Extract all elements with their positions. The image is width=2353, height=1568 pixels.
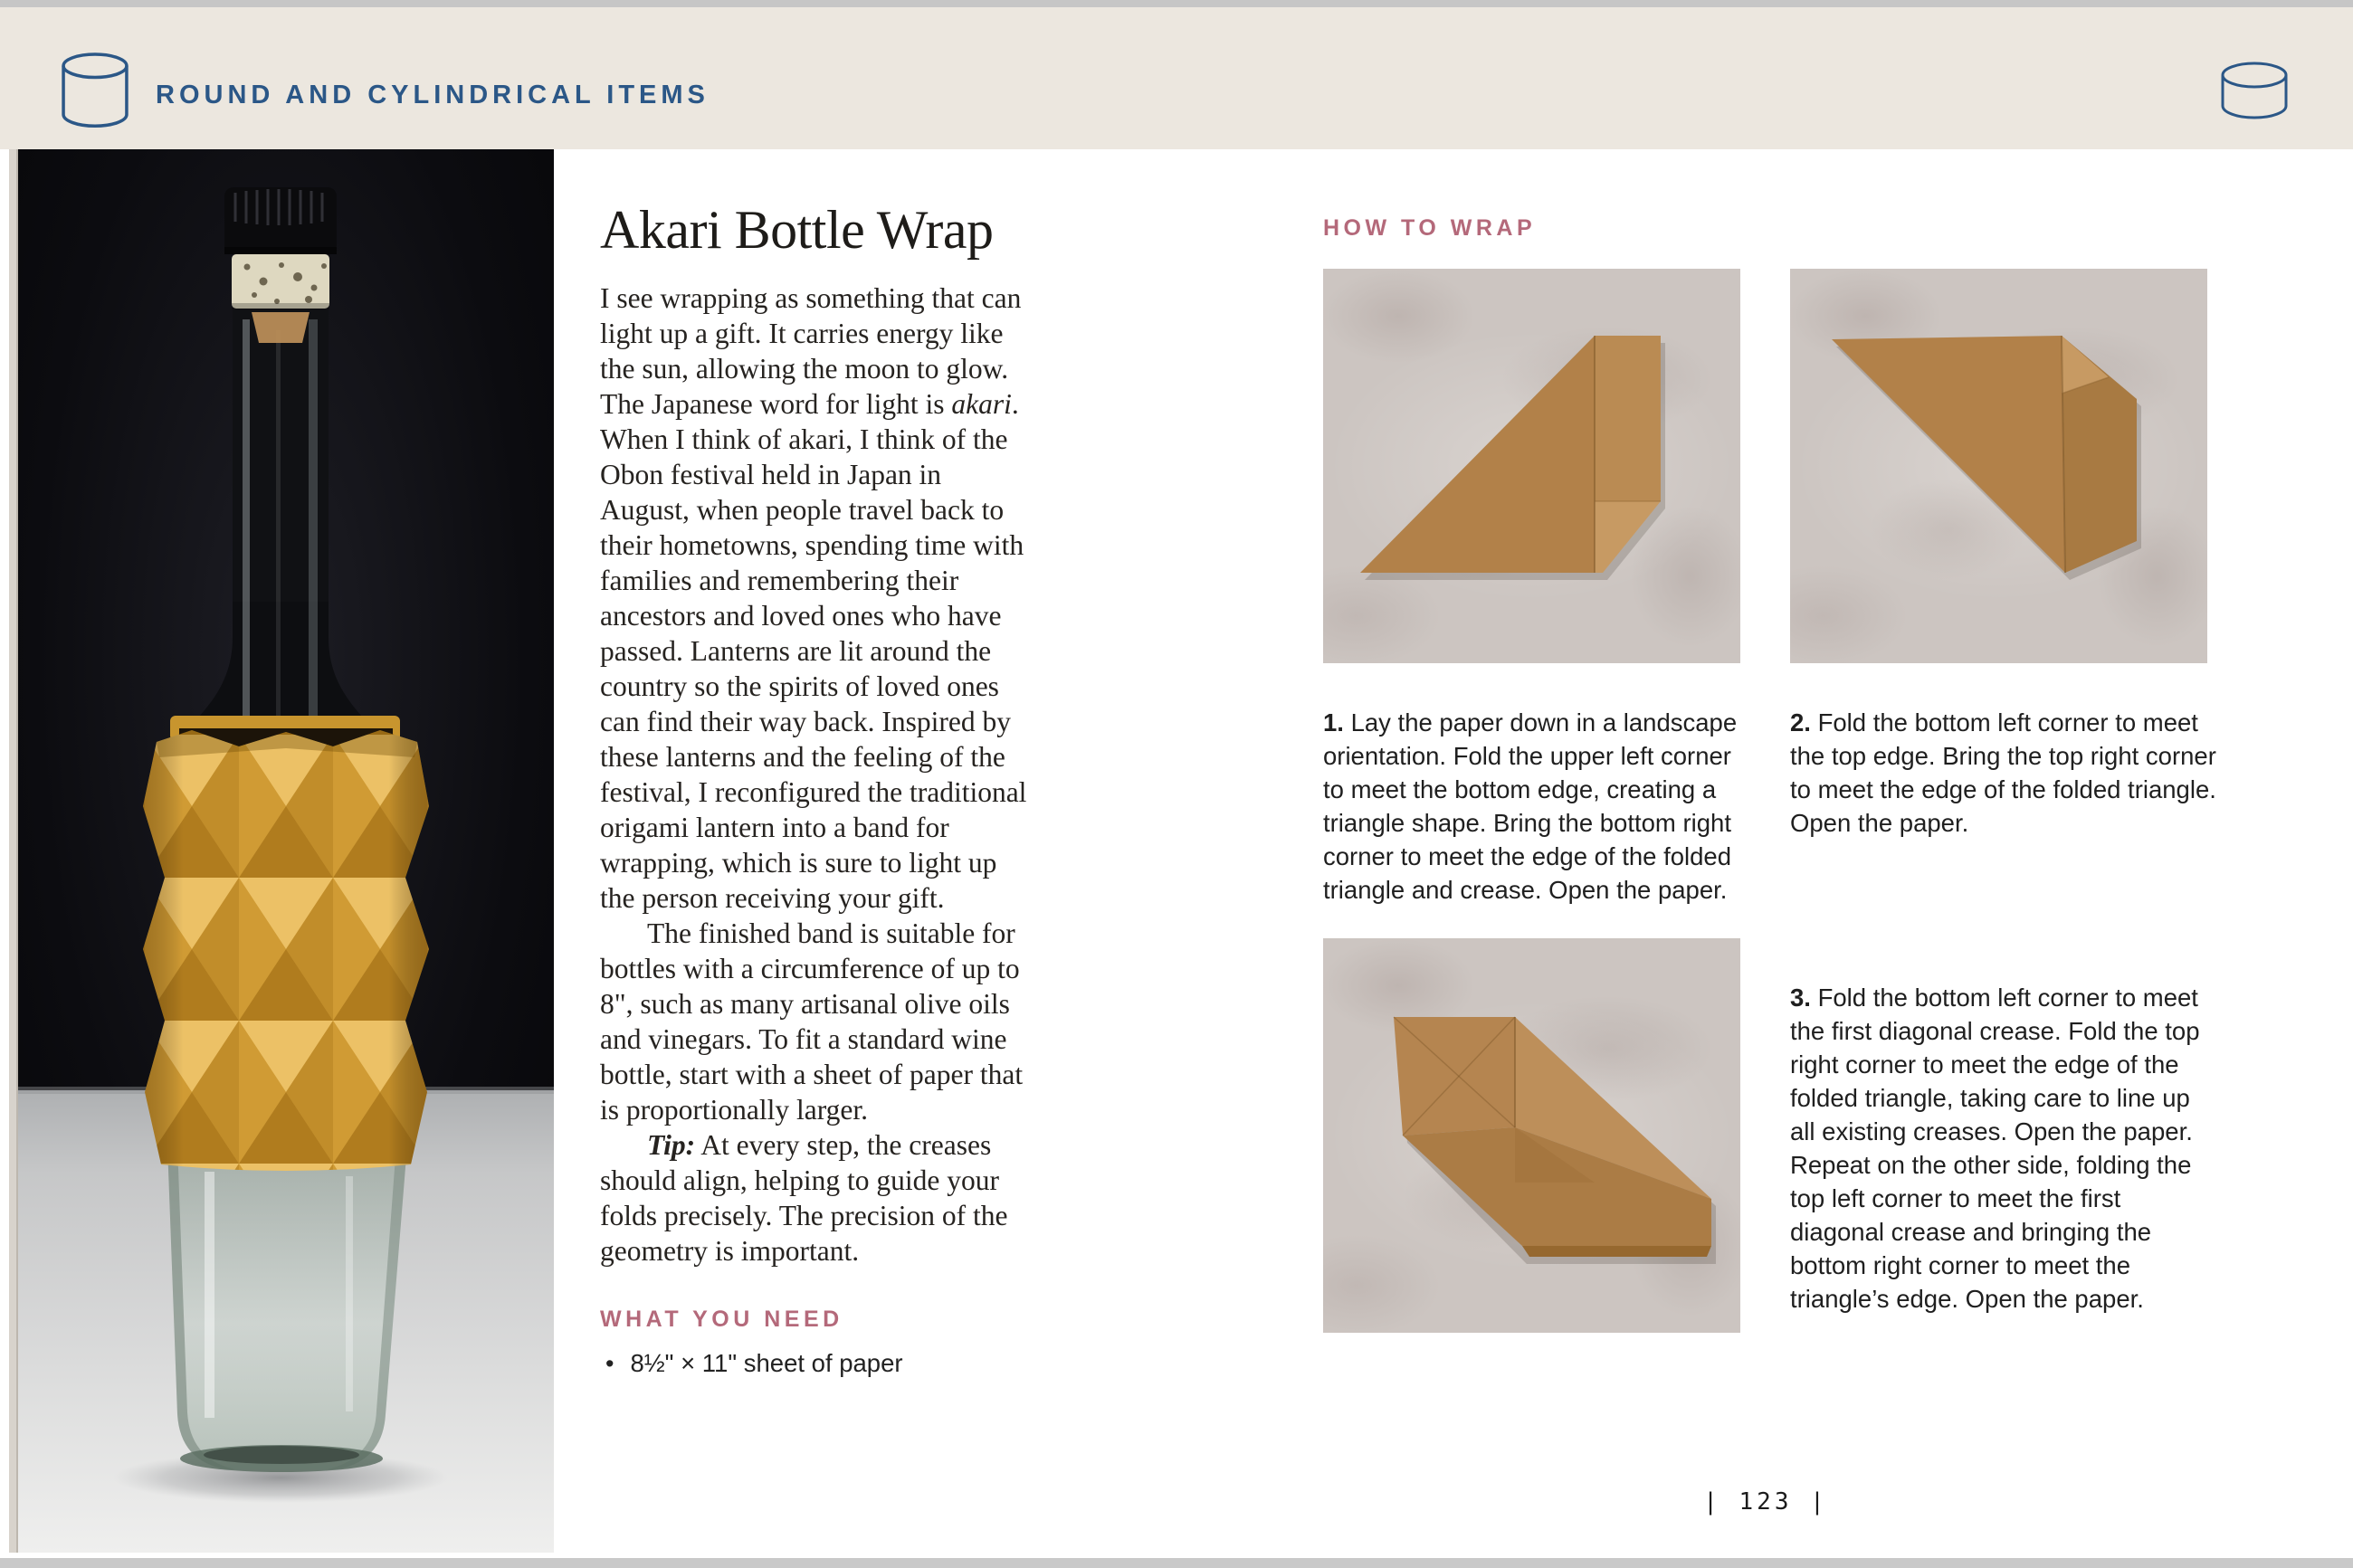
step3-photo [1323, 938, 1740, 1333]
article-column [600, 201, 1034, 1378]
chapter-header [0, 7, 2353, 149]
page-number: | 123 | [1703, 1488, 1828, 1516]
window-edge-bottom [0, 1558, 2353, 1568]
step3-number: 3. [1790, 983, 1811, 1012]
step2-caption: 2. Fold the bottom left corner to meet the top edge. Bring the top right corner to meet the edge of the folded triangle. Open the paper. [1790, 708, 2216, 837]
step1-caption: 1. Lay the paper down in a landscape orientation. Fold the upper left corner to meet the bottom edge, creating a triangle shape. Bring the bottom right corner to meet the edge of the folded triangle and crease. Open the paper. [1323, 708, 1738, 904]
bottle-base [167, 1145, 407, 1472]
what-you-need-heading: WHAT YOU NEED [600, 1307, 843, 1332]
step3-caption: 3. Fold the bottom left corner to meet the first diagonal crease. Fold the top right corner to meet the edge of the folded triangle, taking care to line up all existing creases. Open the paper. Repeat on the other side, folding the top left corner to meet the first diagonal crease and bringing the bottom right corner to meet the triangle’s edge. Open the paper. [1790, 983, 2200, 1313]
material-text: 8½" × 11" sheet of paper [630, 1349, 903, 1377]
italic-word: akari [951, 388, 1012, 420]
step1-number: 1. [1323, 708, 1344, 736]
cylinder-tall-icon [58, 52, 132, 135]
window-edge-top [0, 0, 2353, 7]
intro-paragraph: I see wrapping as something that can light up a gift. It carries energy like the sun, allowing the moon to glow. The Japanese word for light is akari. When I think of akari, I think of the Obon festival held in Japan in August, when people travel back to their hometowns, spending time with families and remembering their ancestors and loved ones who have passed. Lanterns are lit around the country so the spirits of loved ones can find their way back. Inspired by these lanterns and the feeling of the festival, I reconfigured the traditional origami lantern into a band for wrapping, which is sure to light up the person receiving your gift. [600, 282, 1027, 914]
how-to-wrap-heading: HOW TO WRAP [1323, 215, 1537, 241]
tip-label: Tip: [647, 1129, 696, 1161]
what-you-need-section [600, 1307, 1034, 1378]
step2-number: 2. [1790, 708, 1811, 736]
step2-photo [1790, 269, 2207, 663]
sizing-paragraph: The finished band is suitable for bottles with a circumference of up to 8", such as many artisanal olive oils and vinegars. To fit a standard wine bottle, start with a sheet of paper that is proportionally larger. [600, 917, 1024, 1126]
materials-list-item [600, 1349, 1034, 1378]
step1-photo [1323, 269, 1740, 663]
bullet-icon: • [605, 1350, 614, 1377]
page-title: Akari Bottle Wrap [600, 200, 994, 260]
cork-seal [232, 254, 329, 309]
cylinder-short-icon [2219, 62, 2290, 128]
tip-paragraph: Tip: At every step, the creases should align, helping to guide your folds precisely. The precision of the geometry is important. [600, 1129, 1008, 1267]
bottle-photo [9, 149, 554, 1553]
section-title: ROUND AND CYLINDRICAL ITEMS [156, 81, 710, 110]
origami-band [143, 730, 429, 1171]
bottle-cap [224, 187, 337, 254]
page-edge [9, 149, 18, 1553]
